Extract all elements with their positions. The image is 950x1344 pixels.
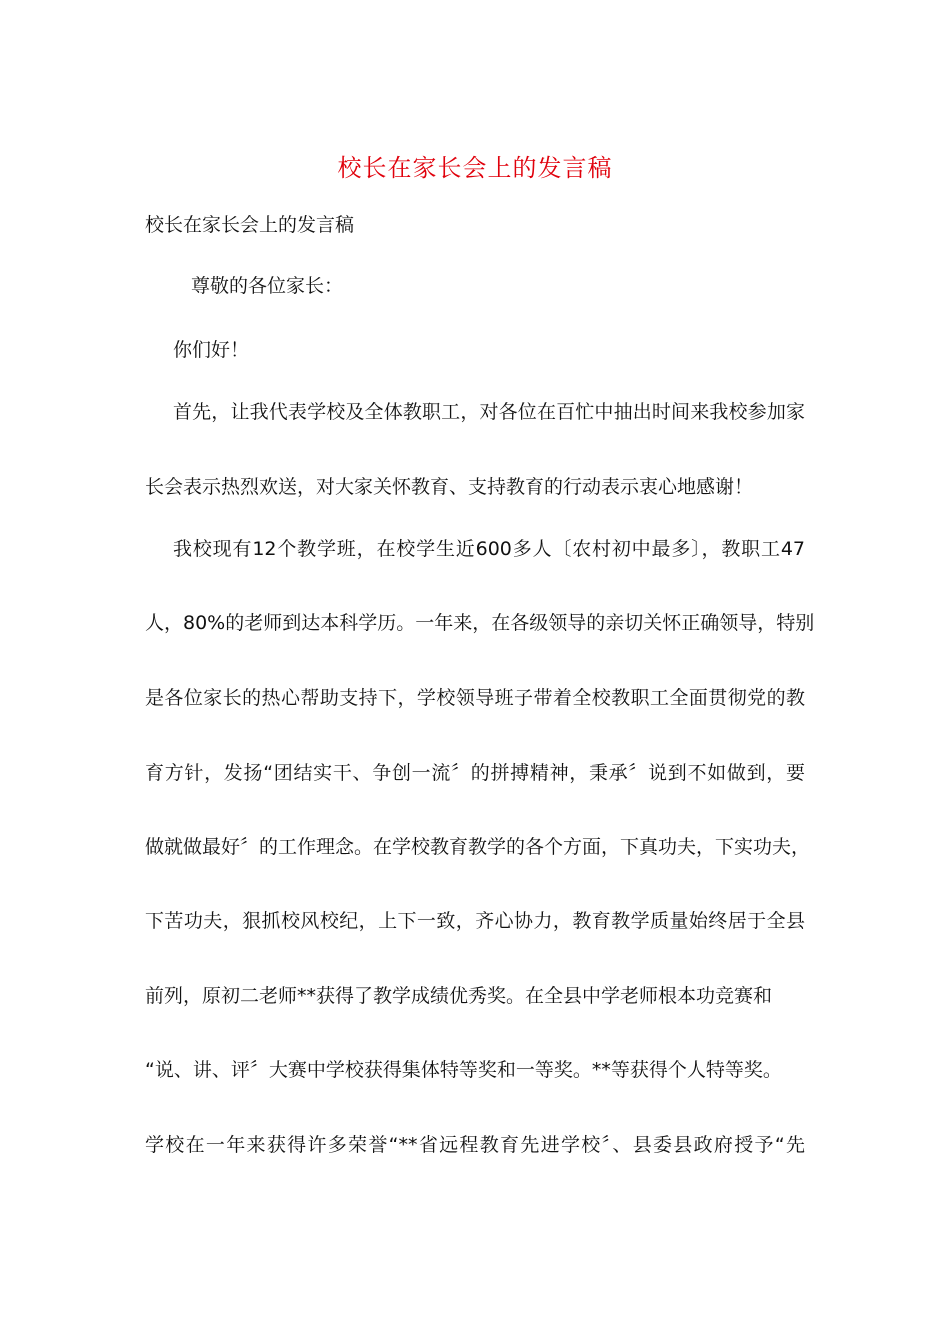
paragraph-line: 长会表示热烈欢送，对大家关怀教育、支持教育的行动表示衷心地感谢！ xyxy=(145,476,754,498)
paragraph-line: 是各位家长的热心帮助支持下，学校领导班子带着全校教职工全面贯彻党的教 xyxy=(145,687,805,709)
paragraph-line: 人，80%的老师到达本科学历。一年来，在各级领导的亲切关怀正确领导，特别 xyxy=(145,612,815,634)
paragraph-line: 学校在一年来获得许多荣誉“**省远程教育先进学校〞、县委县政府授予“先 xyxy=(145,1134,805,1156)
paragraph-line: 首先，让我代表学校及全体教职工，对各位在百忙中抽出时间来我校参加家 xyxy=(173,401,805,423)
document-title: 校长在家长会上的发言稿 xyxy=(337,154,613,182)
document-subtitle: 校长在家长会上的发言稿 xyxy=(145,214,355,236)
paragraph-line: 前列，原初二老师**获得了教学成绩优秀奖。在全县中学老师根本功竞赛和 xyxy=(145,985,773,1007)
paragraph-line: 做就做最好〞的工作理念。在学校教育教学的各个方面，下真功夫，下实功夫， xyxy=(145,836,811,858)
greeting: 尊敬的各位家长： xyxy=(191,275,344,297)
hello-line: 你们好！ xyxy=(173,339,250,361)
paragraph-line: 下苦功夫，狠抓校风校纪，上下一致，齐心协力，教育教学质量始终居于全县 xyxy=(145,910,805,932)
paragraph-line: 我校现有12个教学班，在校学生近600多人〔农村初中最多〕，教职工47 xyxy=(173,538,805,560)
paragraph-line: “说、讲、评〞大赛中学校获得集体特等奖和一等奖。**等获得个人特等奖。 xyxy=(145,1059,782,1081)
paragraph-line: 育方针，发扬“团结实干、争创一流〞的拼搏精神，秉承〞说到不如做到，要 xyxy=(145,762,805,784)
